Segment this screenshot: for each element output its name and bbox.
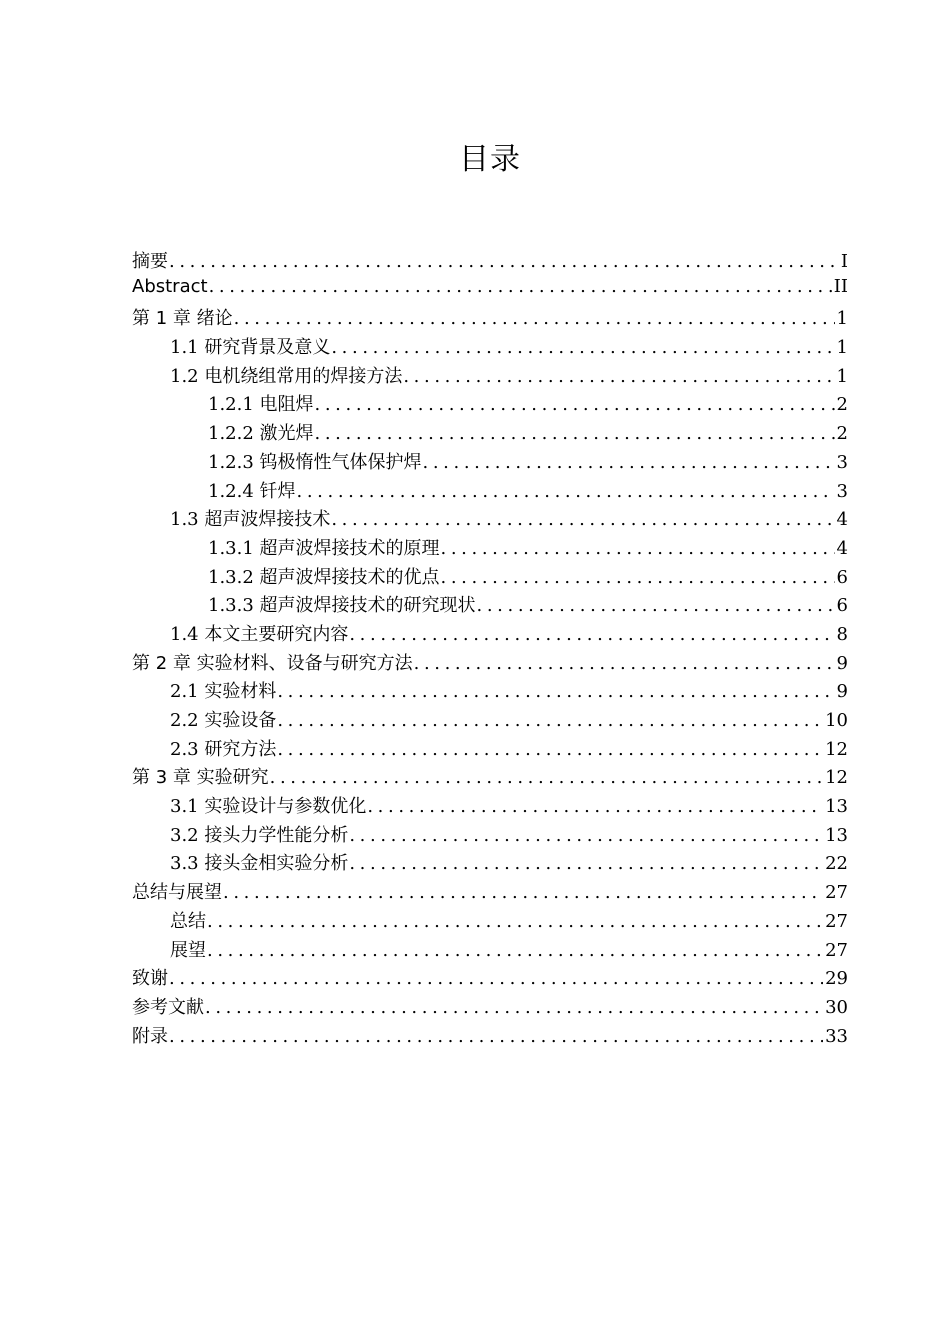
toc-entry[interactable] (132, 563, 848, 592)
toc-dot-leader (349, 624, 834, 645)
toc-entry-page-number: 27 (825, 910, 848, 932)
toc-dot-leader (441, 538, 835, 559)
toc-entry-label: 1.4 本文主要研究内容 (170, 623, 349, 645)
toc-entry-page-number: 1 (836, 308, 848, 330)
toc-dot-leader (315, 423, 835, 444)
toc-entry-page-number: 6 (836, 595, 848, 617)
toc-entry-label: 展望 (170, 939, 206, 961)
toc-dot-leader (367, 796, 823, 817)
toc-entry-label: 2.3 研究方法 (170, 738, 277, 760)
toc-entry[interactable] (132, 333, 848, 362)
toc-entry[interactable] (132, 964, 848, 993)
toc-entry-label: 参考文献 (132, 996, 204, 1018)
toc-entry[interactable] (132, 304, 848, 333)
toc-entry-page-number: 9 (836, 652, 848, 674)
toc-entry-label: 总结 (170, 910, 206, 932)
toc-entry-label: 附录 (132, 1025, 168, 1047)
toc-entry-label: 致谢 (132, 968, 168, 990)
toc-entry[interactable] (132, 706, 848, 735)
toc-entry[interactable] (132, 1022, 848, 1051)
toc-entry[interactable] (132, 763, 848, 792)
toc-entry[interactable] (132, 390, 848, 419)
toc-dot-leader (315, 394, 835, 415)
toc-entry[interactable] (132, 649, 848, 678)
toc-entry-page-number: 1 (836, 337, 848, 359)
toc-entry-page-number: 3 (836, 451, 848, 473)
toc-entry-page-number: 4 (836, 509, 848, 531)
toc-entry-label: 1.2 电机绕组常用的焊接方法 (170, 365, 403, 387)
toc-entry[interactable] (132, 276, 848, 305)
toc-entry-label: 第 3 章 实验研究 (132, 767, 269, 789)
toc-dot-leader (207, 911, 823, 932)
toc-dot-leader (277, 681, 834, 702)
toc-dot-leader (277, 710, 823, 731)
toc-entry-page-number: 33 (825, 1025, 848, 1047)
toc-entry-page-number: 3 (836, 480, 848, 502)
toc-entry[interactable] (132, 677, 848, 706)
toc-entry-page-number: 12 (825, 738, 848, 760)
toc-entry-page-number: 8 (836, 623, 848, 645)
toc-entry-label: 1.3 超声波焊接技术 (170, 509, 331, 531)
toc-entry-page-number: 10 (825, 710, 848, 731)
toc-entry-page-number: 9 (836, 681, 848, 703)
toc-entry-page-number: 27 (825, 882, 848, 904)
toc-dot-leader (270, 767, 823, 788)
toc-entry[interactable] (132, 591, 848, 620)
toc-dot-leader (223, 882, 823, 903)
toc-entry-label: 第 1 章 绪论 (132, 308, 233, 330)
toc-entry-label: 3.2 接头力学性能分析 (170, 824, 349, 846)
toc-entry-label: 3.1 实验设计与参数优化 (170, 796, 367, 818)
toc-dot-leader (169, 1026, 823, 1047)
toc-dot-leader (169, 968, 823, 989)
toc-entry-label: 1.3.1 超声波焊接技术的原理 (208, 537, 440, 559)
toc-entry-label: 1.3.2 超声波焊接技术的优点 (208, 566, 440, 588)
page-title: 目录 (459, 142, 521, 177)
toc-entry[interactable] (132, 477, 848, 506)
toc-entry-page-number: 29 (825, 968, 848, 990)
toc-entry-page-number: 22 (825, 853, 848, 875)
toc-entry-label: Abstract (132, 275, 208, 297)
toc-entry-label: 摘要 (132, 251, 168, 272)
toc-entry-page-number: 2 (836, 394, 848, 416)
toc-dot-leader (207, 940, 823, 961)
toc-entry[interactable] (132, 878, 848, 907)
toc-entry-label: 3.3 接头金相实验分析 (170, 853, 349, 875)
toc-entry[interactable] (132, 735, 848, 764)
toc-dot-leader (169, 251, 839, 272)
toc-entry-label: 1.2.4 钎焊 (208, 480, 296, 502)
toc-dot-leader (423, 452, 835, 473)
toc-entry-page-number: 30 (825, 996, 848, 1018)
toc-entry[interactable] (132, 993, 848, 1022)
toc-dot-leader (277, 739, 823, 760)
toc-entry-page-number: 6 (836, 566, 848, 588)
toc-entry[interactable] (132, 505, 848, 534)
toc-entry[interactable] (132, 792, 848, 821)
toc-entry-page-number: 27 (825, 939, 848, 961)
toc-dot-leader (234, 308, 835, 329)
toc-entry-label: 2.2 实验设备 (170, 710, 277, 731)
toc-entry-label: 1.2.3 钨极惰性气体保护焊 (208, 451, 422, 473)
toc-dot-leader (331, 509, 834, 530)
toc-dot-leader (477, 595, 835, 616)
toc-entry[interactable] (132, 419, 848, 448)
toc-dot-leader (441, 567, 835, 588)
toc-entry-page-number: 12 (825, 767, 848, 789)
toc-entry[interactable] (132, 936, 848, 965)
toc-entry-label: 总结与展望 (132, 882, 222, 904)
toc-entry[interactable] (132, 907, 848, 936)
toc-entry-page-number: 13 (825, 824, 848, 846)
toc-dot-leader (349, 853, 823, 874)
toc-entry-page-number: 4 (836, 537, 848, 559)
toc-dot-leader (297, 481, 835, 502)
toc-entry[interactable] (132, 821, 848, 850)
toc-dot-leader (403, 366, 834, 387)
toc-entry-page-number: 2 (836, 423, 848, 445)
toc-entry-label: 1.2.1 电阻焊 (208, 394, 314, 416)
toc-entry[interactable] (132, 849, 848, 878)
toc-entry-label: 第 2 章 实验材料、设备与研究方法 (132, 652, 413, 674)
toc-entry[interactable] (132, 620, 848, 649)
toc-entry-label: 1.1 研究背景及意义 (170, 337, 331, 359)
toc-dot-leader (349, 825, 823, 846)
toc-entry-page-number: 1 (836, 365, 848, 387)
toc-entry[interactable] (132, 247, 848, 276)
toc-entry-label: 1.2.2 激光焊 (208, 423, 314, 445)
toc-entry-label: 1.3.3 超声波焊接技术的研究现状 (208, 595, 476, 617)
toc-entry-page-number: I (840, 251, 848, 272)
toc-dot-leader (331, 337, 834, 358)
toc-entry[interactable] (132, 448, 848, 477)
toc-entry-page-number: 13 (825, 796, 848, 818)
toc-dot-leader (414, 653, 835, 674)
toc-entry[interactable] (132, 362, 848, 391)
toc-dot-leader (209, 276, 832, 297)
table-of-contents (132, 247, 848, 1050)
toc-entry-page-number: II (833, 275, 848, 297)
toc-dot-leader (205, 997, 823, 1018)
toc-entry-label: 2.1 实验材料 (170, 681, 277, 703)
toc-entry[interactable] (132, 534, 848, 563)
